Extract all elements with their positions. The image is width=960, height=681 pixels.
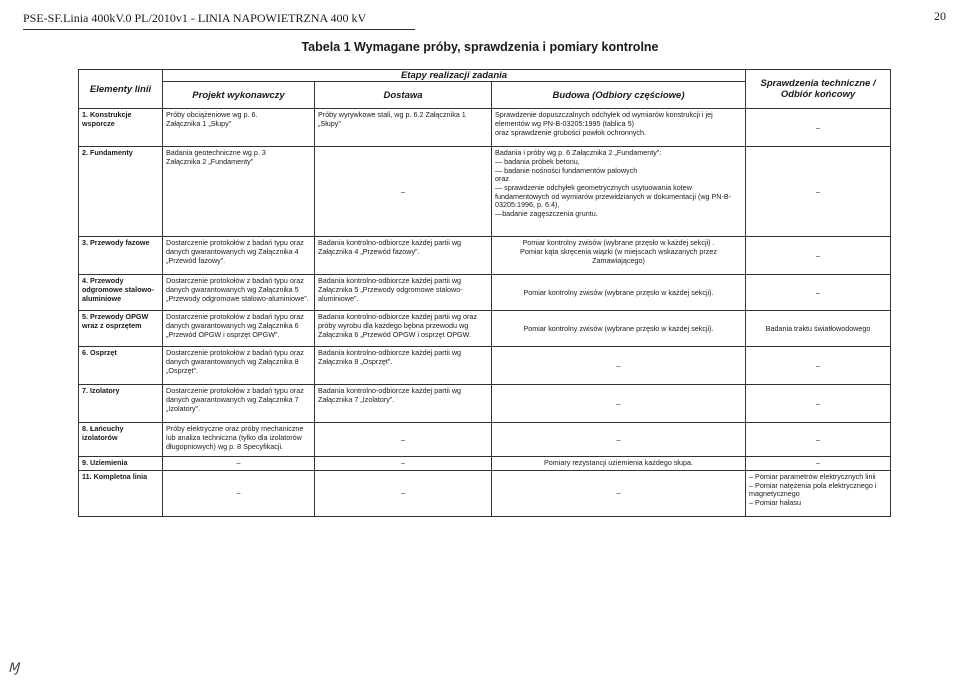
cell-text: —badanie zagęszczenia gruntu. (495, 208, 598, 218)
col-header-design: Projekt wykonawczy (163, 82, 315, 109)
cell-design (163, 237, 315, 275)
cell-text: Załącznika 2 „Fundamenty” (166, 157, 254, 167)
col-header-final: Sprawdzenia techniczne / Odbiór końcowy (746, 70, 891, 109)
cell-construction (492, 457, 746, 471)
header-rule (23, 29, 415, 30)
cell-text: – (401, 458, 405, 468)
cell-text: – (401, 186, 405, 196)
cell-text: oraz sprawdzenie grubości powłok ochronnych. (495, 127, 647, 137)
cell-text: Badania kontrolno-odbiorcze każdej partii wg Załącznika 5 „Przewody odgromowe stalowo-aluminiowe”. (318, 276, 463, 303)
cell-final (746, 385, 891, 423)
row-element-name: 8. Łańcuchy izolatorów (79, 423, 163, 457)
col-header-delivery: Dostawa (315, 82, 492, 109)
cell-text: Dostarczenie protokołów z badań typu oraz danych gwarantowanych wg Załącznika 5 „Przewody odgromowe stalowo-aluminiowe”. (166, 276, 309, 303)
cell-text: Badania kontrolno-odbiorcze każdej partii wg oraz próby wyrobu dla każdego bębna przewodu wg Załącznika 6 „Przewód OPGW i osprzęt OPGW. (318, 312, 478, 339)
table-title: Tabela 1 Wymagane próby, sprawdzenia i pomiary kontrolne (301, 40, 659, 54)
cell-text: Badania i próby wg p. 6 Załącznika 2 „Fundamenty”: (495, 148, 662, 158)
cell-design (163, 109, 315, 147)
cell-final (746, 423, 891, 457)
row-element-name: 3. Przewody fazowe (79, 237, 163, 275)
page-number: 20 (934, 9, 946, 23)
cell-text: – Pomiar hałasu (749, 497, 801, 507)
cell-construction (492, 147, 746, 237)
cell-delivery (315, 275, 492, 311)
header-row-1 (79, 70, 891, 82)
cell-text: Pomiar kontrolny zwisów (wybrane przęsło w każdej sekcji). (523, 323, 714, 333)
cell-text: „Słupy” (318, 119, 341, 129)
cell-delivery (315, 237, 492, 275)
table-row (79, 311, 891, 347)
cell-text: Badania kontrolno-odbiorcze każdej partii wg Załącznika 8 „Osprzęt”. (318, 348, 462, 367)
cell-text: – (401, 488, 405, 498)
cell-text: Próby elektryczne oraz próby mechaniczne lub analiza techniczna (tylko dla izolatorów długopniowych) wg p. 8 Specyfikacji. (166, 424, 304, 451)
cell-text: – (816, 398, 821, 408)
cell-final (746, 147, 891, 237)
cell-text: Załącznika 1 „Słupy” (166, 119, 232, 129)
cell-text: Pomiar kontrolny zwisów (wybrane przęsło w każdej sekcji). (523, 287, 714, 297)
cell-delivery (315, 423, 492, 457)
row-element-name: 7. Izolatory (79, 385, 163, 423)
cell-text: – (816, 458, 821, 468)
cell-text: Badania kontrolno-odbiorcze każdej partii wg Załącznika 4 „Przewód fazowy”. (318, 238, 462, 257)
cell-text: Pomiar kontrolny zwisów (wybrane przęsło w każdej sekcji) . (522, 238, 715, 248)
cell-text: Badania geotechniczne wg p. 3 (166, 148, 266, 158)
row-element-name: 4. Przewody odgromowe stalowo-aluminiowe (79, 275, 163, 311)
cell-design (163, 311, 315, 347)
cell-text: Pomiar kąta skręcenia wiązki (w miejscach wskazanych przez Zamawiającego) (520, 247, 717, 265)
cell-design (163, 275, 315, 311)
cell-construction (492, 471, 746, 517)
table-row (79, 109, 891, 147)
cell-text: Badania kontrolno-odbiorcze każdej partii wg Załącznika 7 „Izolatory”. (318, 386, 462, 405)
cell-design (163, 423, 315, 457)
cell-text: – (616, 398, 621, 408)
cell-final (746, 457, 891, 471)
cell-text: – (616, 360, 621, 370)
col-header-stages: Etapy realizacji zadania (163, 70, 746, 82)
cell-construction (492, 347, 746, 385)
cell-delivery (315, 347, 492, 385)
cell-delivery (315, 147, 492, 237)
row-element-name: 9. Uziemienia (79, 457, 163, 471)
table-row (79, 237, 891, 275)
cell-text: – (401, 434, 405, 444)
cell-delivery (315, 109, 492, 147)
table-row (79, 423, 891, 457)
margin-handwritten-mark: Ɱ (8, 660, 20, 675)
cell-text: Dostarczenie protokołów z badań typu oraz danych gwarantowanych wg Załącznika 6 „Przewód OPGW i osprzęt OPGW”. (166, 312, 304, 339)
table-row (79, 147, 891, 237)
cell-final (746, 109, 891, 147)
cell-text: Dostarczenie protokołów z badań typu oraz danych gwarantowanych wg Załącznika 4 „Przewód fazowy”. (166, 238, 304, 265)
cell-final (746, 311, 891, 347)
cell-text: – (816, 250, 821, 260)
cell-text: Próby obciążeniowe wg p. 6. (166, 110, 258, 120)
cell-construction (492, 109, 746, 147)
cell-delivery (315, 311, 492, 347)
cell-design (163, 385, 315, 423)
cell-text: — badania próbek betonu, (495, 157, 580, 167)
row-element-name: 6. Osprzęt (79, 347, 163, 385)
row-element-name: 1. Konstrukcje wsporcze (79, 109, 163, 147)
cell-text: Badania traktu światłowodowego (765, 323, 871, 333)
cell-delivery (315, 385, 492, 423)
cell-design (163, 471, 315, 517)
cell-text: – (816, 434, 821, 444)
table-body (79, 109, 891, 517)
row-element-name: 11. Kompletna linia (79, 471, 163, 517)
cell-delivery (315, 471, 492, 517)
col-header-elements: Elementy linii (79, 70, 163, 109)
cell-text: Sprawdzenie dopuszczalnych odchyłek od wymiarów konstrukcji i jej elementów wg PN-B-03205:1995 (tablica 5) (495, 110, 713, 129)
table-row (79, 385, 891, 423)
table-row (79, 347, 891, 385)
requirements-table (78, 69, 891, 517)
document-header: PSE-SF.Linia 400kV.0 PL/2010v1 - LINIA NAPOWIETRZNA 400 kV (23, 11, 367, 25)
cell-construction (492, 275, 746, 311)
cell-final (746, 471, 891, 517)
cell-text: – (236, 458, 241, 468)
cell-text: Pomiary rezystancji uziemienia każdego słupa. (544, 458, 694, 468)
col-header-construction: Budowa (Odbiory częściowe) (492, 82, 746, 109)
cell-text: – (616, 488, 621, 498)
cell-text: – (816, 186, 821, 196)
cell-construction (492, 237, 746, 275)
row-element-name: 2. Fundamenty (79, 147, 163, 237)
cell-text: – (816, 360, 821, 370)
cell-text: oraz (495, 174, 509, 184)
table-row (79, 275, 891, 311)
cell-design (163, 457, 315, 471)
requirements-table-wrapper (78, 69, 890, 517)
cell-final (746, 347, 891, 385)
cell-text: – (816, 122, 821, 132)
cell-final (746, 237, 891, 275)
cell-delivery (315, 457, 492, 471)
cell-text: — sprawdzenie odchyłek geometrycznych usytuowania kotew fundamentowych od wymiarów przewidzianych w dokumentacji (wg PN-B-03205:1996, p. 6.4), (495, 182, 732, 210)
cell-text: – Pomiar parametrów elektrycznych linii (749, 472, 876, 482)
cell-final (746, 275, 891, 311)
cell-text: – Pomiar natężenia pola elektrycznego i magnetycznego (749, 480, 877, 499)
cell-construction (492, 311, 746, 347)
table-row (79, 457, 891, 471)
cell-text: — badanie nośności fundamentów palowych (495, 165, 638, 175)
cell-construction (492, 423, 746, 457)
cell-text: Dostarczenie protokołów z badań typu oraz danych gwarantowanych wg Załącznika 8 „Osprzęt”. (166, 348, 304, 375)
cell-text: – (236, 488, 241, 498)
cell-design (163, 147, 315, 237)
cell-design (163, 347, 315, 385)
table-row (79, 471, 891, 517)
cell-text: – (616, 434, 621, 444)
row-element-name: 5. Przewody OPGW wraz z osprzętem (79, 311, 163, 347)
cell-construction (492, 385, 746, 423)
cell-text: – (816, 287, 821, 297)
cell-text: Próby wyrywkowe stali, wg p. 6.2 Załącznika 1 (318, 110, 466, 120)
cell-text: Dostarczenie protokołów z badań typu oraz danych gwarantowanych wg Załącznika 7 „Izolatory”. (166, 386, 304, 413)
